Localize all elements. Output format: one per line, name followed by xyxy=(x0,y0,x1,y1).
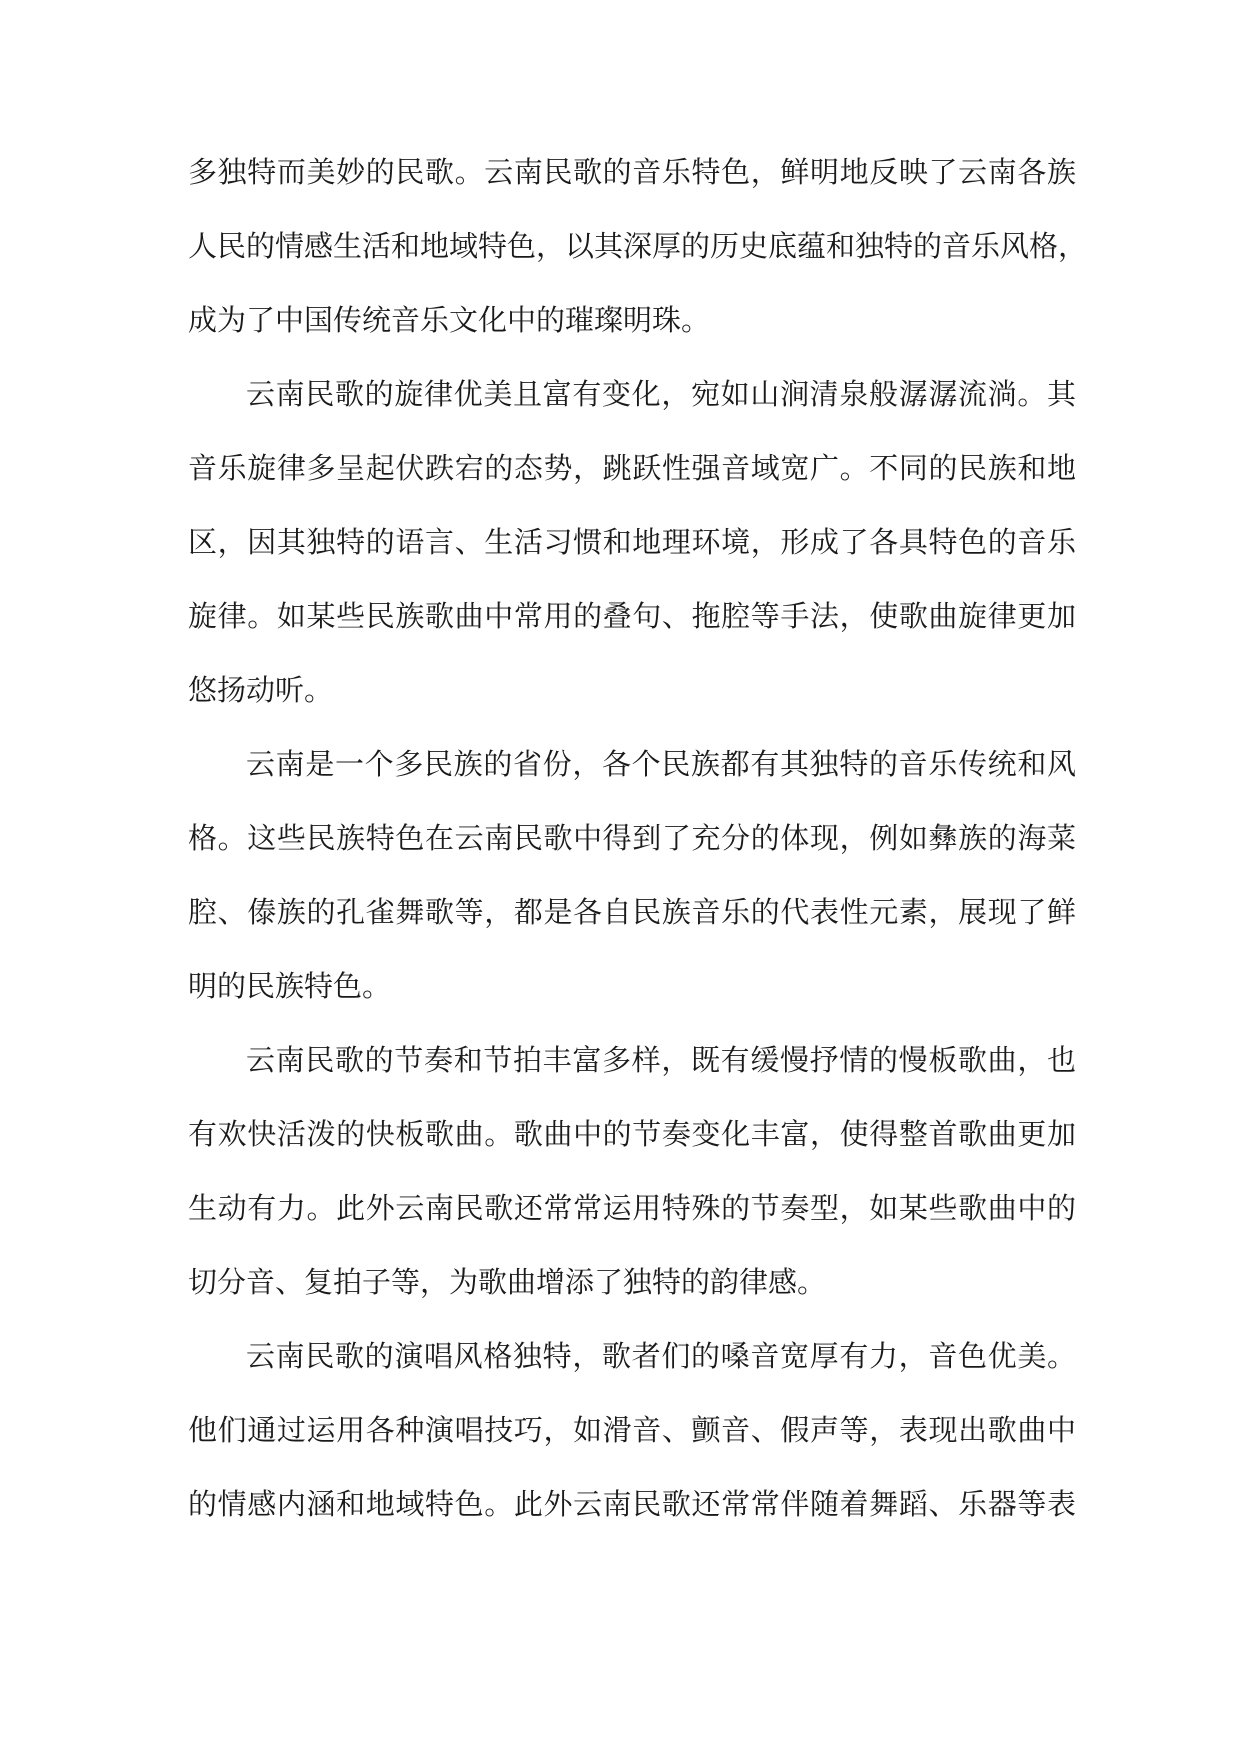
text-line: 云南民歌的旋律优美且富有变化，宛如山涧清泉般潺潺流淌。其 xyxy=(246,377,1076,411)
text-line: 旋律。如某些民族歌曲中常用的叠句、拖腔等手法，使歌曲旋律更加 xyxy=(188,599,1076,633)
text-line: 云南是一个多民族的省份，各个民族都有其独特的音乐传统和风 xyxy=(246,747,1076,781)
text-line: 音乐旋律多呈起伏跌宕的态势，跳跃性强音域宽广。不同的民族和地 xyxy=(188,451,1076,485)
body-text xyxy=(188,143,1088,1549)
text-line: 云南民歌的节奏和节拍丰富多样，既有缓慢抒情的慢板歌曲，也 xyxy=(246,1043,1076,1077)
text-line: 多独特而美妙的民歌。云南民歌的音乐特色，鲜明地反映了云南各族 xyxy=(188,155,1076,189)
text-line: 云南民歌的演唱风格独特，歌者们的嗓音宽厚有力，音色优美。 xyxy=(246,1339,1076,1373)
text-line: 区，因其独特的语言、生活习惯和地理环境，形成了各具特色的音乐 xyxy=(188,525,1076,559)
text-line: 人民的情感生活和地域特色，以其深厚的历史底蕴和独特的音乐风格， xyxy=(188,229,1088,263)
text-line: 有欢快活泼的快板歌曲。歌曲中的节奏变化丰富，使得整首歌曲更加 xyxy=(188,1117,1076,1151)
text-line: 生动有力。此外云南民歌还常常运用特殊的节奏型，如某些歌曲中的 xyxy=(188,1191,1076,1225)
text-line: 切分音、复拍子等，为歌曲增添了独特的韵律感。 xyxy=(188,1265,827,1299)
text-line: 他们通过运用各种演唱技巧，如滑音、颤音、假声等，表现出歌曲中 xyxy=(188,1413,1076,1447)
text-line: 悠扬动听。 xyxy=(188,673,334,707)
text-line: 成为了中国传统音乐文化中的璀璨明珠。 xyxy=(188,303,711,337)
text-line: 腔、傣族的孔雀舞歌等，都是各自民族音乐的代表性元素，展现了鲜 xyxy=(188,895,1076,929)
text-line: 明的民族特色。 xyxy=(188,969,392,1003)
text-line: 的情感内涵和地域特色。此外云南民歌还常常伴随着舞蹈、乐器等表 xyxy=(188,1487,1076,1521)
text-line: 格。这些民族特色在云南民歌中得到了充分的体现，例如彝族的海菜 xyxy=(188,821,1076,855)
